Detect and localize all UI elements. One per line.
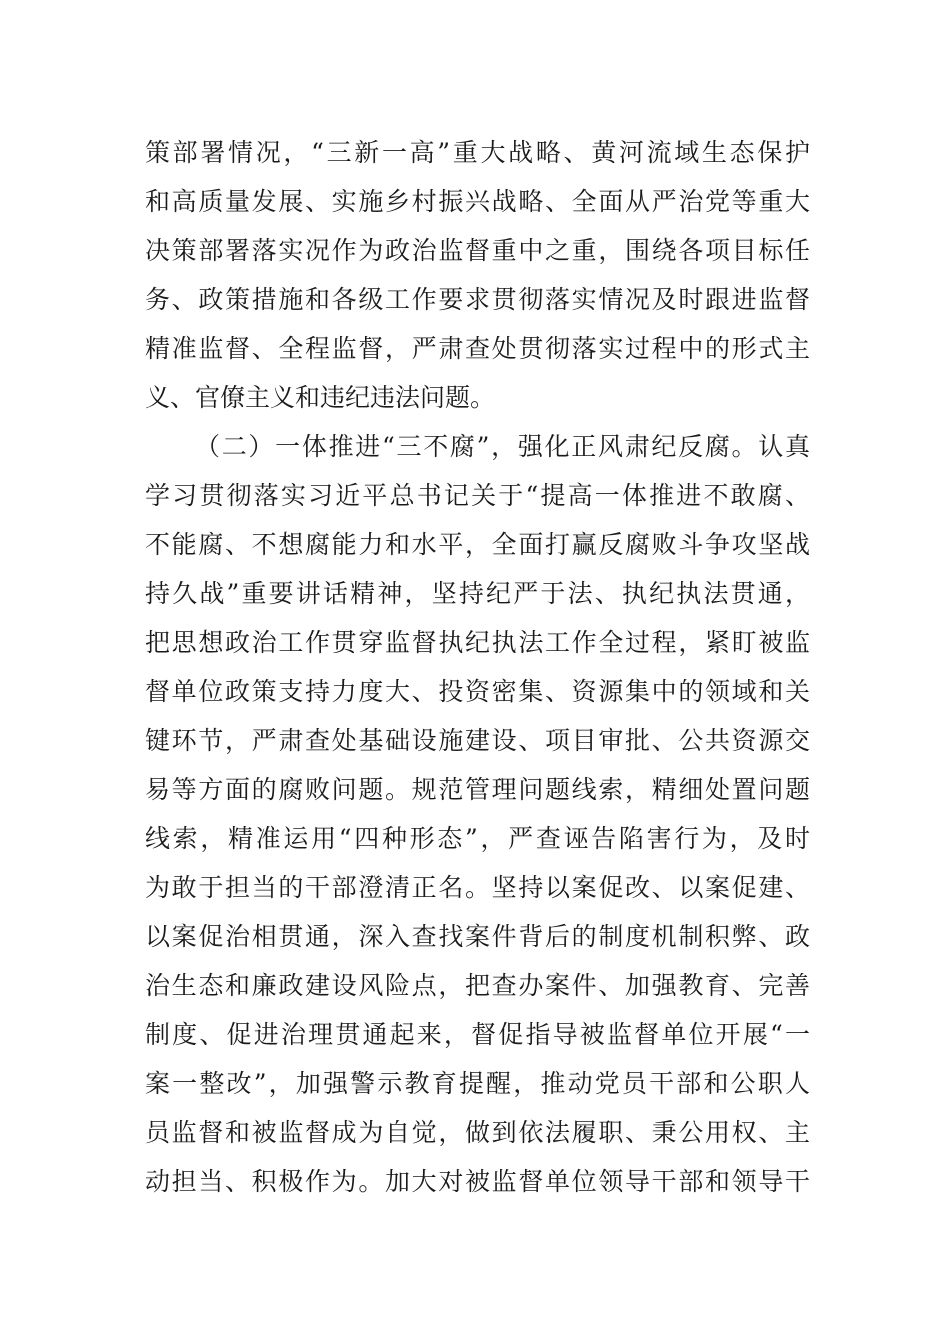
text-line: 键环节，严肃查处基础设施建设、项目审批、公共资源交 <box>145 726 810 755</box>
text-line: 务、政策措施和各级工作要求贯彻落实情况及时跟进监督 <box>145 285 810 314</box>
text-line: 员监督和被监督成为自觉，做到依法履职、秉公用权、主 <box>145 1118 810 1147</box>
text-line: 策部署情况，“三新一高”重大战略、黄河流域生态保护 <box>145 138 810 167</box>
text-line: 易等方面的腐败问题。规范管理问题线索，精细处置问题 <box>145 775 810 804</box>
text-line: 为敢于担当的干部澄清正名。坚持以案促改、以案促建、 <box>145 873 810 902</box>
text-line: 义、官僚主义和违纪违法问题。 <box>145 383 496 412</box>
text-line: 动担当、积极作为。加大对被监督单位领导干部和领导干 <box>145 1167 810 1196</box>
text-line: 治生态和廉政建设风险点，把查办案件、加强教育、完善 <box>145 971 810 1000</box>
text-line: 精准监督、全程监督，严肃查处贯彻落实过程中的形式主 <box>145 334 810 363</box>
text-line: 决策部署落实况作为政治监督重中之重，围绕各项目标任 <box>145 236 810 265</box>
text-line: 制度、促进治理贯通起来，督促指导被监督单位开展“一 <box>145 1020 810 1049</box>
body-text <box>145 128 810 1206</box>
text-line: 案一整改”，加强警示教育提醒，推动党员干部和公职人 <box>145 1069 810 1098</box>
text-line: 学习贯彻落实习近平总书记关于“提高一体推进不敢腐、 <box>145 481 810 510</box>
text-line: 把思想政治工作贯穿监督执纪执法工作全过程，紧盯被监 <box>145 628 810 657</box>
text-line: 持久战”重要讲话精神，坚持纪严于法、执纪执法贯通， <box>145 579 810 608</box>
section-heading-line: （二）一体推进“三不腐”，强化正风肃纪反腐。认真 <box>195 432 810 461</box>
text-line: 以案促治相贯通，深入查找案件背后的制度机制积弊、政 <box>145 922 810 951</box>
text-line: 和高质量发展、实施乡村振兴战略、全面从严治党等重大 <box>145 187 810 216</box>
text-line: 督单位政策支持力度大、投资密集、资源集中的领域和关 <box>145 677 810 706</box>
text-line: 不能腐、不想腐能力和水平，全面打赢反腐败斗争攻坚战 <box>145 530 810 559</box>
text-line: 线索，精准运用“四种形态”，严查诬告陷害行为，及时 <box>145 824 810 853</box>
